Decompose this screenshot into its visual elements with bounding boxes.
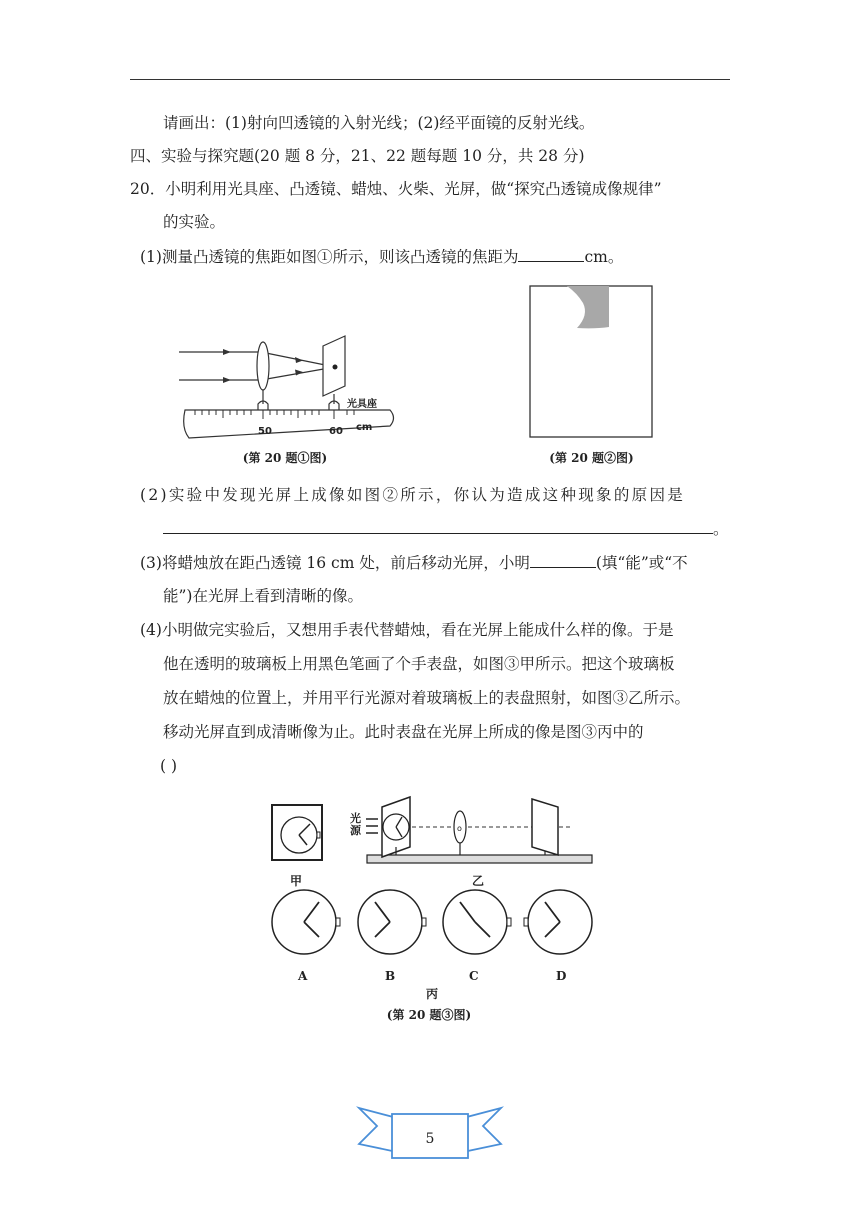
fig3-label-yi: 乙 [472, 874, 485, 888]
fig2-screen-image [527, 285, 657, 440]
q20-part3-line2: 能”)在光屏上看到清晰的像。 [163, 587, 363, 605]
option-c-label[interactable]: C [469, 969, 479, 983]
fig3-caption: (第 20 题③图) [386, 1008, 472, 1022]
q20-part1-unit: cm。 [584, 248, 624, 266]
lens-mark: o [457, 824, 462, 833]
fig3-label-jia: 甲 [290, 874, 303, 888]
refracted-arrow-top [295, 357, 303, 363]
q20-part4-line1: (4)小明做完实验后，又想用手表代替蜡烛，看在光屏上能成什么样的像。于是 [140, 621, 674, 639]
q20-part2-line1: (2)实验中发现光屏上成像如图②所示，你认为造成这种现象的原因是 [140, 486, 686, 504]
q20-part2-line2 [163, 519, 729, 539]
q20-part2-end: 。 [713, 520, 729, 538]
option-c-clock[interactable] [443, 890, 511, 954]
q20-stem-line2: 的实验。 [163, 213, 226, 231]
q20-part4-answer-paren[interactable]: ( ) [160, 757, 178, 775]
focal-point [333, 365, 338, 370]
instruction-tail: 请画出：(1)射向凹透镜的入射光线；(2)经平面镜的反射光线。 [163, 114, 595, 132]
focal-length-blank[interactable] [518, 247, 584, 262]
q20-part1-text: (1)测量凸透镜的焦距如图①所示，则该凸透镜的焦距为 [140, 248, 519, 266]
light-source-label: 光源 [350, 812, 361, 837]
page-number: 5 [425, 1131, 435, 1147]
tick-label-50: 50 [258, 426, 272, 437]
fig3-label-bing: 丙 [426, 987, 439, 1001]
light-screen [532, 799, 558, 855]
section-header: 四、实验与探究题(20 题 8 分，21、22 题每题 10 分，共 28 分) [130, 147, 585, 165]
q20-stem-line1: 20．小明利用光具座、凸透镜、蜡烛、火柴、光屏，做“探究凸透镜成像规律” [130, 180, 662, 198]
refracted-arrow-bottom [295, 370, 303, 376]
q20-part4-line2: 他在透明的玻璃板上用黑色笔画了个手表盘，如图③甲所示。把这个玻璃板 [163, 655, 675, 673]
tick-label-60: 60 [329, 426, 343, 437]
q20-part4-line3: 放在蜡烛的位置上，并用平行光源对着玻璃板上的表盘照射，如图③乙所示。 [163, 689, 691, 707]
header-rule [130, 79, 730, 80]
convex-lens [257, 342, 269, 390]
option-d-label[interactable]: D [556, 969, 567, 983]
optical-bench [367, 855, 592, 863]
ray-arrow-bottom [223, 377, 231, 383]
q20-part3-text: (3)将蜡烛放在距凸透镜 16 cm 处，前后移动光屏，小明 [140, 554, 530, 572]
ray-arrow-top [223, 349, 231, 355]
option-d-clock[interactable] [524, 890, 592, 954]
option-b-clock[interactable] [358, 890, 426, 954]
q20-part3-hint: (填“能”或“不 [595, 554, 688, 572]
fig3-jia-clock-plate [272, 805, 322, 860]
reason-blank[interactable] [163, 519, 713, 534]
fig3-clock-diagram [262, 795, 602, 995]
q20-part4-line4: 移动光屏直到成清晰像为止。此时表盘在光屏上所成的像是图③丙中的 [163, 723, 644, 741]
fig1-optical-bench-diagram [175, 328, 400, 443]
option-a-clock[interactable] [272, 890, 340, 954]
q20-part3-line1 [140, 553, 688, 573]
option-a-label[interactable]: A [298, 969, 308, 983]
fig1-caption: (第 20 题①图) [242, 451, 328, 465]
bench-label: 光具座 [347, 399, 377, 410]
can-see-blank[interactable] [530, 553, 596, 568]
option-b-label[interactable]: B [385, 969, 396, 983]
q20-part1 [140, 247, 623, 267]
fig2-caption: (第 20 题②图) [549, 451, 634, 465]
fig3-yi-setup [366, 797, 592, 863]
unit-label: cm [356, 422, 373, 433]
